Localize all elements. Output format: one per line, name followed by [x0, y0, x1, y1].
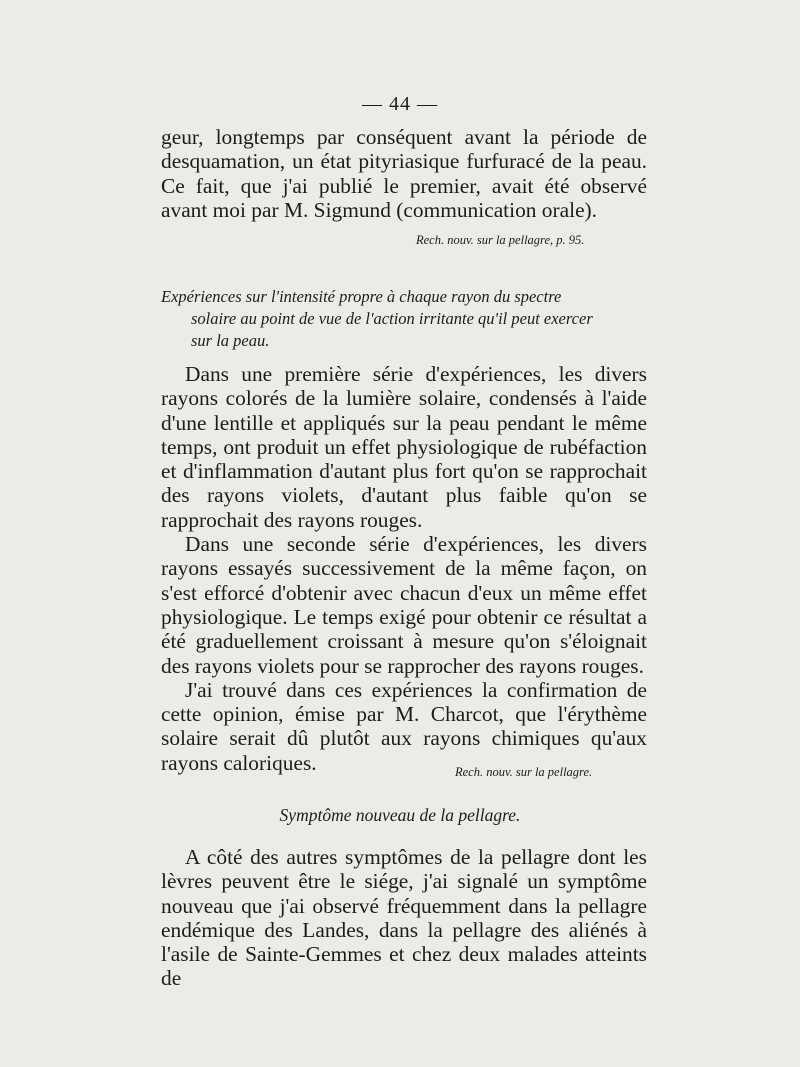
paragraph-second-series: Dans une seconde série d'expériences, les divers rayons essayés successivement de la même façon, on s'est efforcé d'obtenir avec chacun d'eux un même effet physiologique. Le temps exigé pour obtenir ce résultat a été graduellement croissant à mesure qu'on s'éloignait des rayons violets pour se rapprocher des rayons rouges.: [161, 532, 647, 678]
heading-line: sur la peau.: [191, 331, 270, 350]
heading-line: solaire au point de vue de l'action irritante qu'il peut exercer: [191, 309, 593, 328]
page-number: — 44 —: [362, 93, 438, 115]
new-symptom-body: [161, 845, 647, 991]
paragraph-text: geur, longtemps par conséquent avant la période de desquamation, un état pityriasique furfuracé de la peau. Ce fait, que j'ai publié le premier, avait été observé avant moi par M. Sigmund (communication orale).: [161, 125, 647, 222]
section-title: Symptôme nouveau de la pellagre.: [279, 805, 521, 825]
paragraph-continued: [161, 125, 647, 222]
paragraph-new-symptom: A côté des autres symptômes de la pellagre dont les lèvres peuvent être le siége, j'ai signalé un symptôme nouveau que j'ai observé fréquemment dans la pellagre endémique des Landes, dans la pellagre des aliénés à l'asile de Sainte-Gemmes et chez deux malades atteints de: [161, 845, 647, 991]
experiments-body: [161, 362, 647, 775]
citation-reference: Rech. nouv. sur la pellagre.: [455, 765, 593, 779]
heading-line: Expériences sur l'intensité propre à chaque rayon du spectre: [161, 287, 562, 306]
paragraph-first-series: Dans une première série d'expériences, les divers rayons colorés de la lumière solaire, condensés à l'aide d'une lentille et appliqués sur la peau pendant le même temps, ont produit un effet physiologique de rubéfaction et d'inflammation d'autant plus fort qu'on se rapprochait des rayons violets, d'autant plus faible qu'on se rapprochait des rayons rouges.: [161, 362, 647, 532]
experiments-heading: [161, 286, 648, 352]
citation-reference: Rech. nouv. sur la pellagre, p. 95.: [416, 233, 585, 247]
paragraph-conclusion: J'ai trouvé dans ces expériences la confirmation de cette opinion, émise par M. Charcot, que l'érythème solaire serait dû plutôt aux rayons chimiques qu'aux rayons caloriques.: [161, 677, 647, 775]
